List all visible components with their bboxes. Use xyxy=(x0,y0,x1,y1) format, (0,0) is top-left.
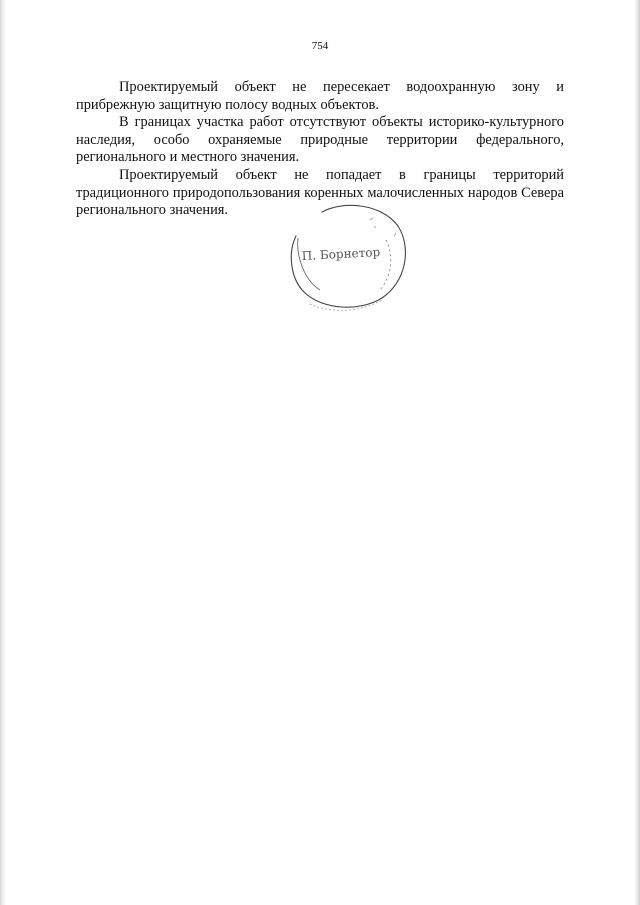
scan-edge-left xyxy=(0,0,6,905)
page-number: 754 xyxy=(311,40,329,52)
scan-edge-right xyxy=(634,0,640,905)
signature-stamp xyxy=(282,200,412,318)
stamp-handwriting: П. Борнетор xyxy=(301,245,381,264)
paragraph-traditional-land-use: Проектируемый объект не попадает в границы территорий традиционного природопользования коренных малочисленных народов Севера регионального значения. xyxy=(76,166,564,219)
paragraph-water-protection: Проектируемый объект не пересекает водоохранную зону и прибрежную защитную полосу водных объектов. xyxy=(76,79,564,113)
paragraph-cultural-heritage: В границах участка работ отсутствуют объекты историко-культурного наследия, особо охраняемые природные территории федерального, регионального и местного значения. xyxy=(76,114,564,166)
document-body xyxy=(76,79,564,220)
